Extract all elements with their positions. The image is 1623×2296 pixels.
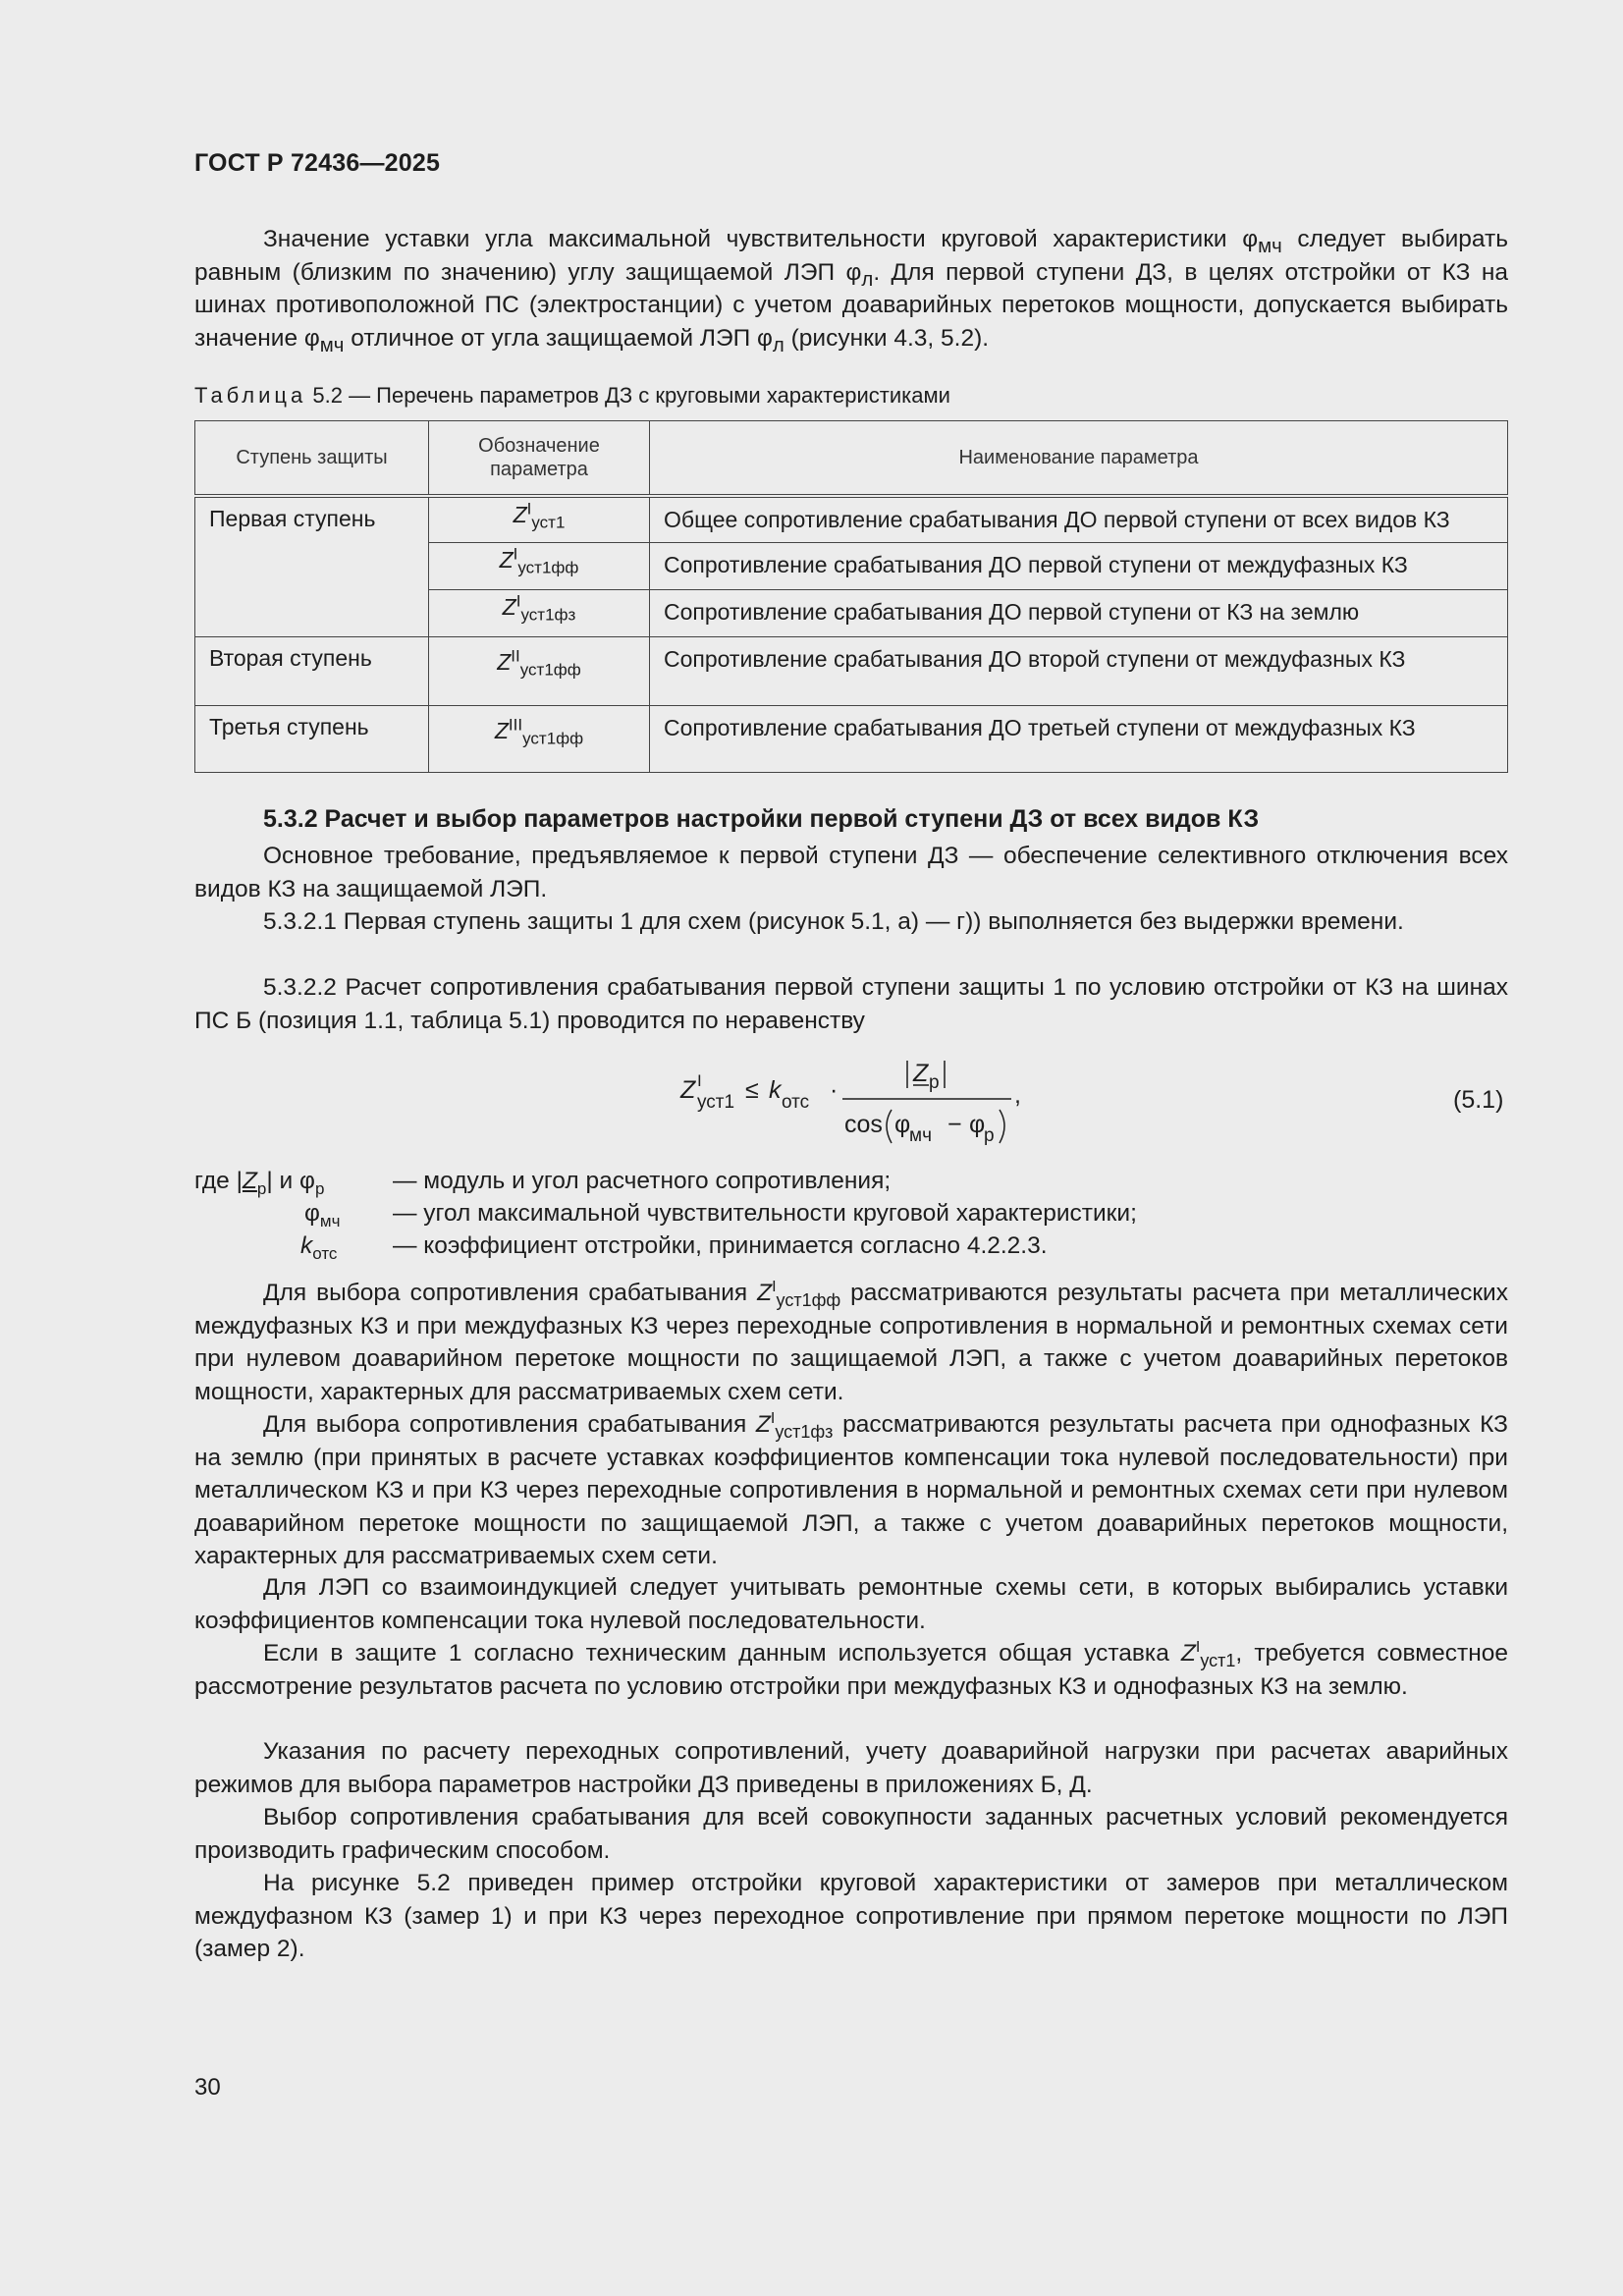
- formula-sup: I: [697, 1071, 702, 1090]
- definition-text: — коэффициент отстройки, принимается согласно 4.2.2.3.: [393, 1232, 1048, 1259]
- subscript: л: [861, 268, 874, 291]
- definition-symbol: $k_{отс}$: [300, 1232, 338, 1263]
- caption-text: 5.2 — Перечень параметров ДЗ с круговыми характеристиками: [306, 383, 950, 408]
- table-caption: [194, 381, 950, 410]
- name-cell: Сопротивление срабатывания ДО первой ступени от междуфазных КЗ: [650, 543, 1508, 590]
- symbol-cell: $Z^{II}_{уст1фф}$: [429, 637, 650, 706]
- table-row: [195, 496, 1508, 543]
- intro-text: (рисунки 4.3, 5.2).: [784, 324, 990, 352]
- table-header-row: [195, 421, 1508, 496]
- subscript: л: [772, 334, 784, 356]
- definition-text: — модуль и угол расчетного сопротивления;: [393, 1168, 892, 1194]
- formula-num-sub: р: [929, 1072, 940, 1093]
- paragraph-phase-phase: Для выбора сопротивления срабатывания $Z^I_{уст1фф}$ рассматриваются результаты расчета при металлических междуфазных КЗ и при междуфазных КЗ через переходные сопротивления в нормальной и ремонтных схемах сети при нулевом доаварийном перетоке мощности по защищаемой ЛЭП, а также с учетом доаварийных перетоков мощности, характерных для рассматриваемых схем сети.: [194, 1278, 1508, 1405]
- formula-minus: −: [947, 1111, 962, 1138]
- formula-5-1: [677, 1049, 1051, 1157]
- table-row: [195, 706, 1508, 773]
- paragraph-references: Указания по расчету переходных сопротивлений, учету доаварийной нагрузки при расчетах аварийных режимов для выбора параметров настройки ДЗ приведены в приложениях Б, Д.: [194, 1738, 1508, 1798]
- formula-phi2-sub: р: [984, 1125, 995, 1146]
- name-cell: Сопротивление срабатывания ДО третьей ступени от междуфазных КЗ: [650, 706, 1508, 773]
- formula-phi1-sub: мч: [909, 1125, 932, 1146]
- column-header: Наименование параметра: [650, 421, 1508, 496]
- symbol-cell: $Z^I_{уст1фз}$: [429, 590, 650, 637]
- equation-number: (5.1): [1453, 1086, 1504, 1114]
- formula-cos: cos: [844, 1111, 883, 1138]
- formula-phi2: φ: [969, 1111, 986, 1138]
- intro-text: следует выбирать равным (близким по значению) углу защищаемой ЛЭП φ: [194, 226, 1509, 286]
- stage-cell: Третья ступень: [195, 706, 429, 773]
- document-header: ГОСТ Р 72436—2025: [194, 149, 441, 177]
- paren-right: [1000, 1110, 1004, 1143]
- formula-k-sub: отс: [782, 1092, 810, 1113]
- formula-leq: ≤: [745, 1076, 759, 1104]
- paragraph-common-setting: Если в защите 1 согласно техническим данным используется общая уставка $Z^I_{уст1}$, требуется совместное рассмотрение результатов расчета по условию отстройки при междуфазных КЗ и однофазных КЗ на землю.: [194, 1638, 1508, 1700]
- formula-comma: ,: [1014, 1081, 1021, 1109]
- name-cell: Сопротивление срабатывания ДО второй ступени от междуфазных КЗ: [650, 637, 1508, 706]
- column-header: Обозначение параметра: [429, 421, 650, 496]
- stage-cell: Первая ступень: [195, 496, 429, 637]
- paragraph-figure: На рисунке 5.2 приведен пример отстройки круговой характеристики от замеров при металлическом междуфазном КЗ (замер 1) и при КЗ через переходное сопротивление при прямом перетоке мощности по ЛЭП (замер 2).: [194, 1870, 1508, 1962]
- section-paragraph: Основное требование, предъявляемое к первой ступени ДЗ — обеспечение селективного отключения всех видов КЗ на защищаемой ЛЭП.: [194, 843, 1508, 902]
- formula-phi1: φ: [894, 1111, 911, 1138]
- caption-word: Таблица: [194, 383, 307, 408]
- subscript: мч: [319, 334, 345, 356]
- intro-paragraph: [194, 223, 1508, 355]
- subscript: мч: [1258, 235, 1282, 257]
- column-header: Ступень защиты: [195, 421, 429, 496]
- definition-text: — угол максимальной чувствительности круговой характеристики;: [393, 1200, 1137, 1227]
- name-cell: Общее сопротивление срабатывания ДО первой ступени от всех видов КЗ: [650, 496, 1508, 543]
- paragraph-mutual: Для ЛЭП со взаимоиндукцией следует учитывать ремонтные схемы сети, в которых выбирались уставки коэффициентов компенсации тока нулевой последовательности.: [194, 1574, 1508, 1634]
- table-row: [195, 637, 1508, 706]
- formula-sub: уст1: [697, 1092, 735, 1113]
- definition-symbol: $\varphi_{мч}$: [304, 1200, 341, 1230]
- paren-left: [887, 1110, 892, 1143]
- clause-5322: 5.3.2.2 Расчет сопротивления срабатывания первой ступени защиты 1 по условию отстройки от КЗ на шинах ПС Б (позиция 1.1, таблица 5.1) проводится по неравенству: [194, 974, 1508, 1034]
- intro-text: Значение уставки угла максимальной чувствительности круговой характеристики φ: [263, 226, 1259, 252]
- formula-num-z: Z: [913, 1060, 929, 1087]
- formula-k: k: [769, 1076, 782, 1104]
- formula-z: Z: [680, 1076, 696, 1104]
- stage-cell: Вторая ступень: [195, 637, 429, 706]
- formula-dot: ·: [830, 1076, 839, 1104]
- paragraph-graphical: Выбор сопротивления срабатывания для всей совокупности заданных расчетных условий рекомендуется производить графическим способом.: [194, 1804, 1508, 1864]
- intro-text: отличное от угла защищаемой ЛЭП φ: [344, 324, 773, 352]
- parameters-table: [194, 420, 1508, 773]
- symbol-cell: $Z^I_{уст1фф}$: [429, 543, 650, 590]
- intro-text: . Для первой ступени ДЗ, в целях отстройки от КЗ на шинах противоположной ПС (электростанции) с учетом доаварийных перетоков мощности, допускается выбирать значение φ: [194, 258, 1509, 352]
- clause-5321: 5.3.2.1 Первая ступень защиты 1 для схем (рисунок 5.1, а) — г)) выполняется без выдержки времени.: [263, 908, 1404, 935]
- symbol-cell: $Z^{III}_{уст1фф}$: [429, 706, 650, 773]
- paragraph-phase-ground: Для выбора сопротивления срабатывания $Z^I_{уст1фз}$ рассматриваются результаты расчета при однофазных КЗ на землю (при принятых в расчете уставках коэффициентов компенсации тока нулевой последовательности) при металлическом КЗ и при КЗ через переходные сопротивления в нормальной и ремонтных схемах сети при нулевом доаварийном перетоке мощности по защищаемой ЛЭП, а также с учетом доаварийных перетоков мощности, характерных для рассматриваемых схем сети.: [194, 1409, 1508, 1569]
- name-cell: Сопротивление срабатывания ДО первой ступени от КЗ на землю: [650, 590, 1508, 637]
- page-number: 30: [194, 2074, 221, 2101]
- definition-symbol: где $|Z_р|$ и $\varphi_р$: [194, 1168, 325, 1198]
- section-title: 5.3.2 Расчет и выбор параметров настройки первой ступени ДЗ от всех видов КЗ: [263, 805, 1260, 833]
- symbol-cell: $Z^I_{уст1}$: [429, 496, 650, 543]
